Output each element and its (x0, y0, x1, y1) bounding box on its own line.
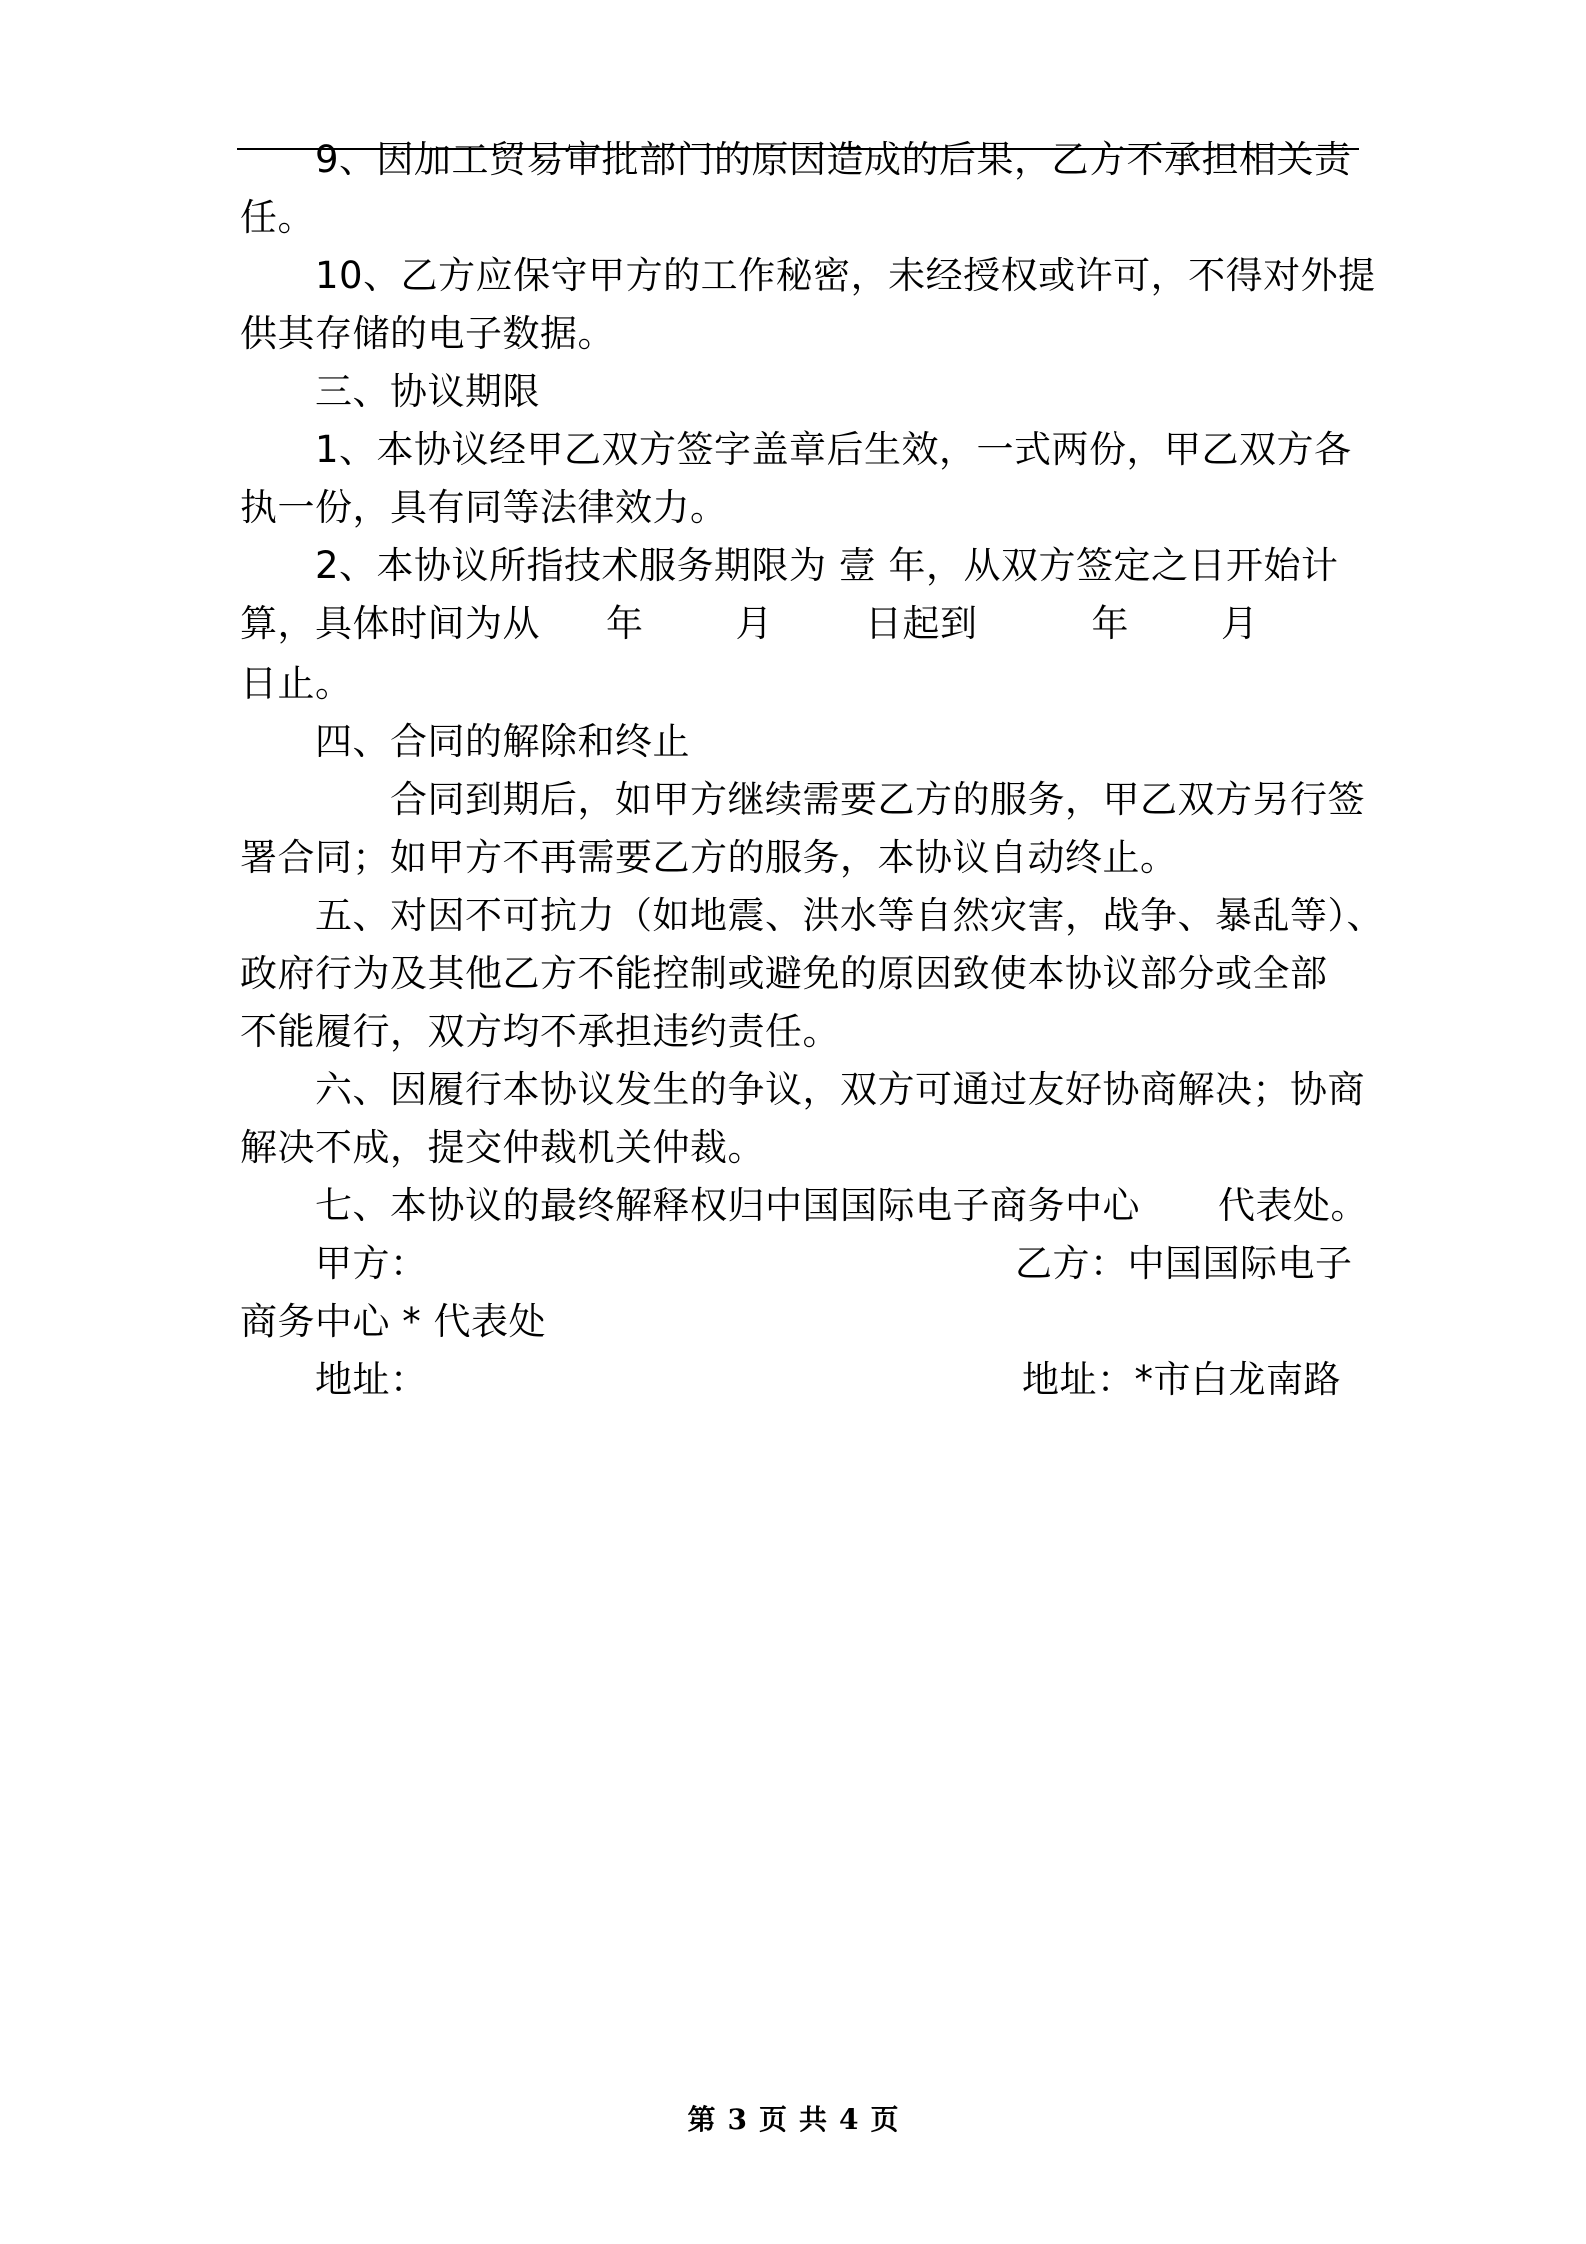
termination-line-2: 署合同；如甲方不再需要乙方的服务，本协议自动终止。 (240, 836, 1178, 879)
term-2-line-3: 日止。 (240, 662, 353, 705)
section-5-line-3: 不能履行，双方均不承担违约责任。 (240, 1010, 840, 1053)
clause-10-line-2: 供其存储的电子数据。 (240, 312, 615, 355)
term-2-year-2: 年 (1091, 602, 1129, 645)
term-2-year-1: 年 (606, 602, 644, 645)
clause-10-line-1: 10、乙方应保守甲方的工作秘密，未经授权或许可，不得对外提 (315, 254, 1376, 297)
section-4-heading: 四、合同的解除和终止 (315, 720, 690, 763)
section-7-line (315, 1184, 1368, 1228)
page-footer (0, 2098, 1586, 2138)
term-2-line-2 (240, 602, 1259, 646)
termination-line-1: 合同到期后，如甲方继续需要乙方的服务，甲乙双方另行签 (390, 778, 1365, 821)
party-a-label: 甲方： (315, 1242, 428, 1285)
term-2-line-1: 2、本协议所指技术服务期限为 壹 年，从双方签定之日开始计 (315, 544, 1339, 587)
footer-gong: 共 (799, 2103, 828, 2136)
party-a-address-label: 地址： (315, 1358, 428, 1401)
section-7-text: 七、本协议的最终解释权归中国国际电子商务中心 (315, 1184, 1140, 1227)
section-3-heading: 三、协议期限 (315, 370, 540, 413)
footer-di: 第 (687, 2103, 716, 2136)
section-7-office: 代表处。 (1218, 1184, 1368, 1227)
term-1-line-1: 1、本协议经甲乙双方签字盖章后生效，一式两份，甲乙双方各 (315, 428, 1352, 471)
footer-ye-2: 页 (870, 2103, 899, 2136)
term-1-line-2: 执一份，具有同等法律效力。 (240, 486, 728, 529)
party-b-continued: 商务中心 * 代表处 (240, 1300, 547, 1343)
term-2-from-text: 算，具体时间为从 (240, 602, 540, 645)
section-5-line-1: 五、对因不可抗力（如地震、洪水等自然灾害，战争、暴乱等）、 (315, 894, 1384, 937)
term-2-day-to: 日起到 (865, 602, 978, 645)
section-5-line-2: 政府行为及其他乙方不能控制或避免的原因致使本协议部分或全部 (240, 952, 1328, 995)
clause-9-line-2: 任。 (240, 196, 315, 239)
footer-page-number: 3 (727, 2103, 747, 2136)
section-6-line-2: 解决不成，提交仲裁机关仲裁。 (240, 1126, 765, 1169)
footer-total-pages: 4 (839, 2103, 859, 2136)
footer-ye: 页 (758, 2103, 787, 2136)
clause-9-line-1: 9、因加工贸易审批部门的原因造成的后果，乙方不承担相关责 (315, 138, 1352, 181)
term-2-month-1: 月 (735, 602, 773, 645)
term-2-month-2: 月 (1221, 602, 1259, 645)
section-6-line-1: 六、因履行本协议发生的争议，双方可通过友好协商解决；协商 (315, 1068, 1365, 1111)
party-b-address: 地址：*市白龙南路 (1022, 1358, 1341, 1401)
party-b-label: 乙方：中国国际电子 (1015, 1242, 1353, 1285)
